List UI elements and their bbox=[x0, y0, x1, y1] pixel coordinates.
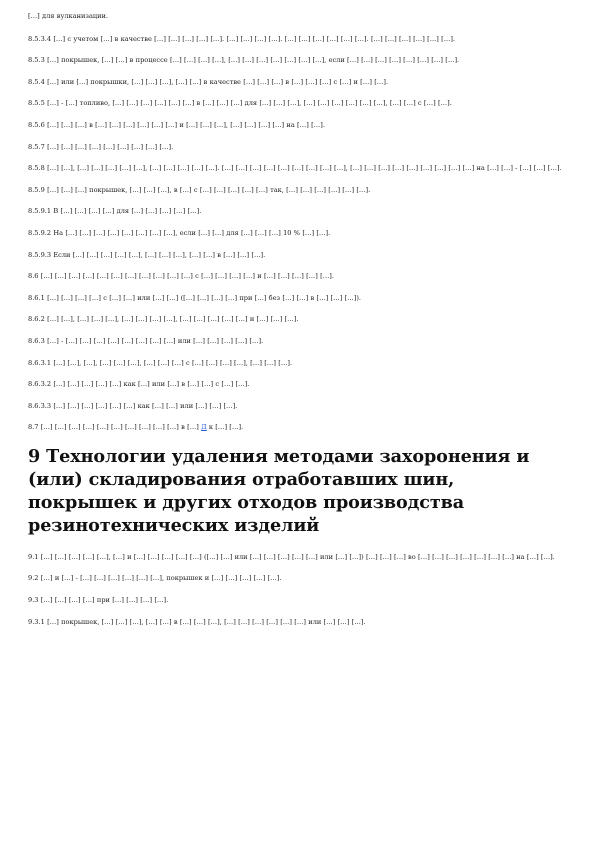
paragraph: 8.6.3.2 […] […] […] […] […] как […] или […] в […] […] с […] […]. bbox=[28, 380, 250, 389]
paragraph: 9.3.1 […] покрышек, […] […] […], […] […] в […] […] […], […] […] […] […] […] […] или […] […] […]. bbox=[28, 617, 366, 626]
paragraph: 8.6.2 […] […], […] […] […], […] […] […] […], […] […] […] […] […] и […] […] […]. bbox=[28, 315, 299, 324]
paragraph: 8.6.3 […] - […] […] […] […] […] […] […] […] или […] […] […] […] […]. bbox=[28, 336, 264, 345]
paragraph: […] для вулканизации. bbox=[28, 12, 109, 20]
section-heading: 9 Технологии удаления методами захоронения и (или) складирования отработавших шин, покрышек и других отходов производства резинотехнических изделий bbox=[28, 445, 530, 536]
paragraph: 8.5.6 […] […] […] в […] […] […] […] […] […] и […] […] […], […] […] […] […] на […] […]. bbox=[28, 120, 325, 129]
paragraphs-after-heading bbox=[28, 553, 567, 627]
paragraph: 9.3 […] […] […] […] при […] […] […] […]. bbox=[28, 596, 169, 605]
paragraph: 9.2 […] и […] - […] […] […] […] […] […], покрышек и […] […] […] […] […]. bbox=[28, 574, 282, 583]
paragraph: 8.5.8 […] […], […] […] […] […] […], […] […] […] […] […]. […] […] […] […] […] […] […] […] […], […] […] […] […] […] […] […] […] […] на […] […] - […] […] […]. bbox=[28, 164, 562, 173]
paragraphs-before-heading bbox=[28, 12, 567, 411]
paragraph: 8.5.3.4 […] с учетом […] в качестве […] […] […] […] […]. […] […] […] […]. […] […] […] […] […] […]. […] […] […] […] […] […]. bbox=[28, 34, 455, 43]
paragraph: 8.5.4 […] или […] покрышки, […] […] […], […] […] в качестве […] […] […] в […] […] […] с […] и […] […]. bbox=[28, 77, 389, 86]
annex-reference-text-before: 8.7 […] […] […] […] […] […] […] […] […] […] в […] bbox=[28, 423, 199, 432]
paragraph: 9.1 […] […] […] […] […], […] и […] […] […] […] […] ([…] […] или […] […] […] […] […] или […] […]) […] […] […] во […] […] […] […] […] […] […] на […] […]. bbox=[28, 552, 555, 561]
paragraph: 8.5.9 […] […] […] покрышек, […] […] […], в […] с […] […] […] […] […] так, […] […] […] […] […] […]. bbox=[28, 185, 371, 194]
paragraph: 8.6 […] […] […] […] […] […] […] […] […] […] […] с […] […] […] […] и […] […] […] […] […]. bbox=[28, 272, 334, 281]
paragraph: 8.6.3.1 […] […], […], […] […] […], […] […] […] с […] […] […] […], […] […] […]. bbox=[28, 358, 293, 367]
annex-link[interactable]: Д bbox=[201, 423, 207, 432]
paragraph: 8.6.3.3 […] […] […] […] […] […] как […] […] или […] […] […]. bbox=[28, 401, 238, 410]
paragraph: 8.6.1 […] […] […] […] с […] […] или […] […] ([…] […] […] […] при […] без […] […] в […] […] […]). bbox=[28, 293, 361, 302]
paragraph: 8.5.9.1 В […] […] […] […] для […] […] […] […] […]. bbox=[28, 207, 202, 216]
paragraph: 8.5.7 […] […] […] […] […] […] […] […] […]. bbox=[28, 142, 174, 151]
annex-reference-text-after: к […] […]. bbox=[208, 423, 244, 432]
paragraph: 8.5.9.2 На […] […] […] […] […] […] […] […], если […] […] для […] […] […] 10 % […] […]. bbox=[28, 228, 331, 237]
paragraph: 8.5.5 […] - […] топливо, […] […] […] […] […] […] в […] […] […] для […] […] […], […] […] […] […] […] […], […] […] с […] […]. bbox=[28, 99, 452, 108]
paragraph: 8.5.9.3 Если […] […] […] […] […], […] […] […], […] […] в […] […] […]. bbox=[28, 250, 266, 259]
paragraph: 8.5.3 […] покрышек, […] […] в процессе […] […] […] […], […] […] […] […] […] […] […], если […] […] […] […] […] […] […] […]. bbox=[28, 56, 460, 65]
paragraph-annex-reference bbox=[28, 423, 567, 433]
